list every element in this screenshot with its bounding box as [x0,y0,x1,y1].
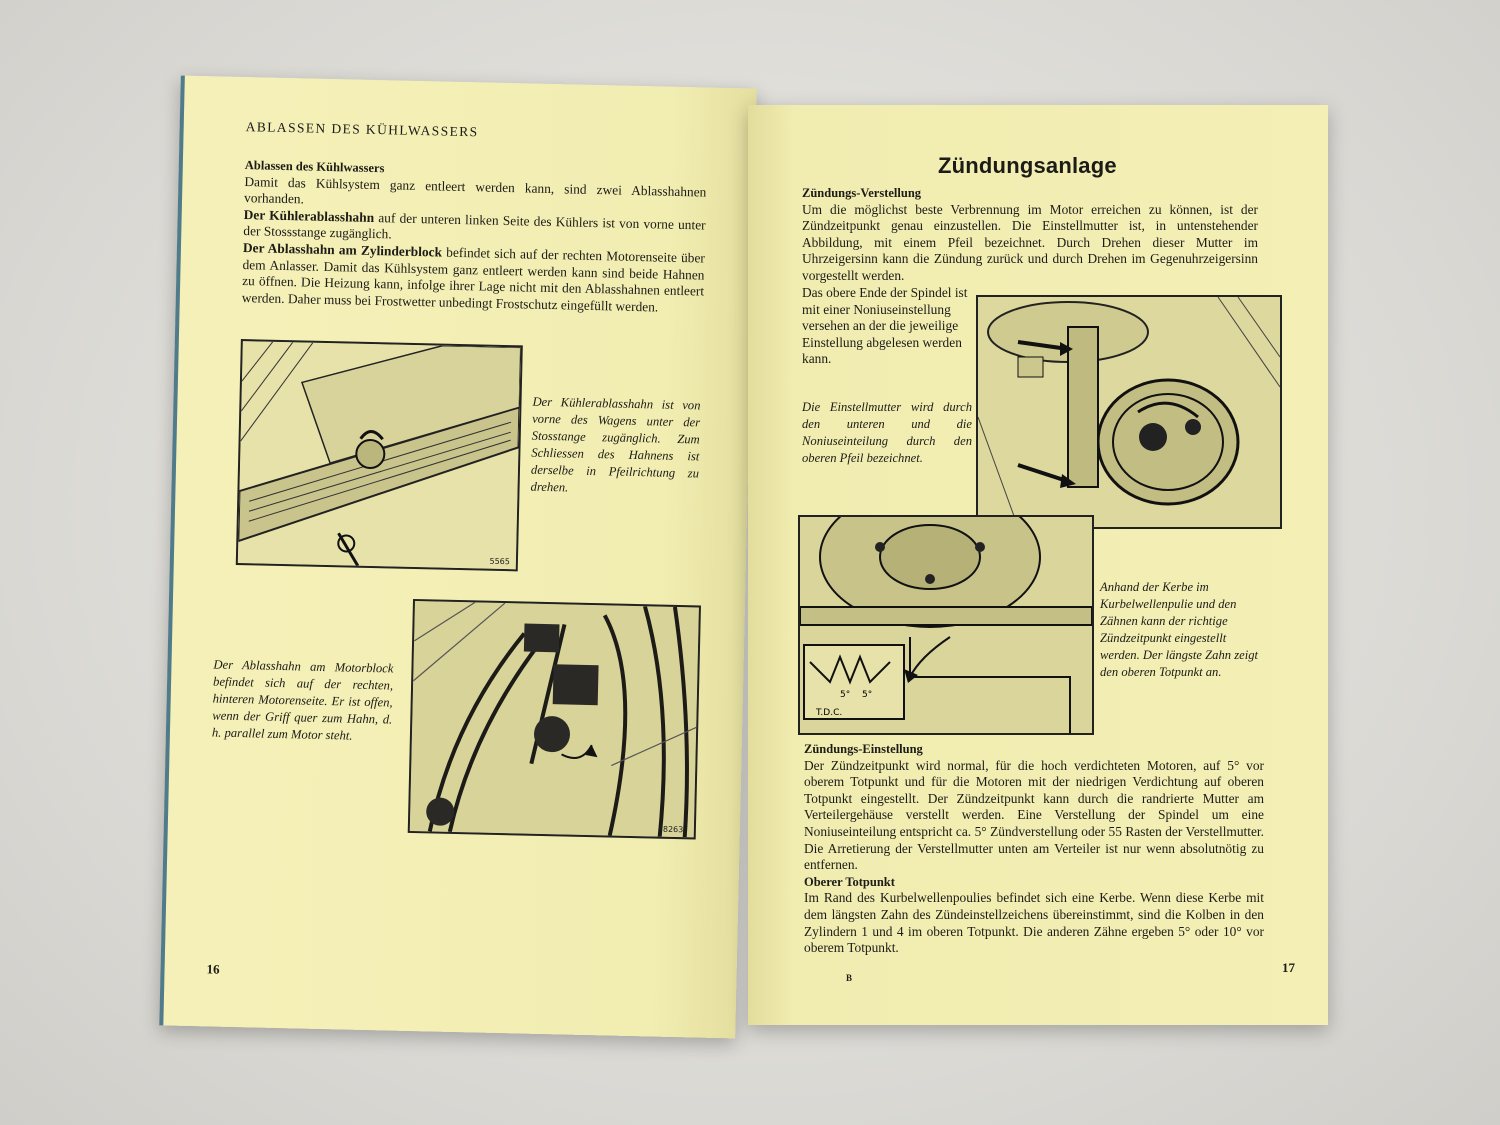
caption-pulley: Anhand der Kerbe im Kurbelwellenpulie und den Zähnen kann der richtige Zündzeitpunkt eingestellt werden. Der längste Zahn zeigt den oberen Totpunkt an. [1100,580,1258,679]
section-heading: Ablassen des Kühlwassers [244,158,385,176]
page-title: Zündungsanlage [938,153,1117,178]
tdc-label: T.D.C. [816,708,843,718]
block-drain-drawing [410,601,699,837]
right-page [748,105,1328,1025]
heading-ignition-adjustment: Zündungs-Verstellung [802,186,922,200]
signature-mark: B [846,973,853,983]
right-body-top [802,185,1258,285]
paragraph-top-dead-centre: Im Rand des Kurbelwellenpoulies befindet sich eine Kerbe. Wenn diese Kerbe mit dem längsten Zahn des Zündeinstellzeichens übereinstimmt, sind die Kolben in den Zylindern 1 und 4 im oberen Totpunkt. Die anderen Zähne ergeben 5° oder 10° vor oberem Totpunkt. [804,890,1264,956]
heading-ignition-setting: Zündungs-Einstellung [804,742,923,756]
heading-top-dead-centre: Oberer Totpunkt [804,874,895,889]
paragraph-ignition-setting: Der Zündzeitpunkt wird normal, für die hoch verdichteten Motoren, auf 5° vor oberem Totpunkt und für die Motoren mit der niedrigen Verdichtung auf oberen Totpunkt eingestellt. Der Zündzeitpunkt kann durch die randrierte Mutter am Verteilergehäuse verstellt werden. Eine Verstellung der Spindel um eine Noniuseinteilung entspricht ca. 5° Zündverstellung oder 55 Rasten der Verstellmutter. Die Arretierung der Verstellmutter unten am Verteiler ist nur wenn absolutnötig zu entfernen. [804,757,1264,873]
distributor-drawing [978,297,1280,527]
pulley-drawing [800,517,1092,733]
page-number-left: 16 [206,961,220,977]
left-body-text [242,157,707,317]
radiator-drain-illustration [236,339,523,571]
caption-distributor: Die Einstellmutter wird durch den unteren und die Noniuseinteilung durch den oberen Pfeil bezeichnet. [802,400,972,465]
paragraph-spindle: Das obere Ende der Spindel ist mit einer Noniuseinstellung versehen an der die jeweilige Einstellung abgelesen werden kann. [802,285,968,367]
radiator-tap-lead: Der Kühlerablasshahn [243,206,375,225]
figure-number: 5565 [489,556,511,567]
figure-number: 8263F [662,824,688,835]
paragraph-ignition-adjustment: Um die möglichst beste Verbrennung im Motor erreichen zu können, ist der Zündzeitpunkt genau einzustellen. Die Einstellmutter ist, in untenstehender Abbildung, mit einem Pfeil bezeichnet. Durch Drehen dieser Mutter im Uhrzeigersinn kann die Zündung zurück und durch Drehen im Gegenuhrzeigersinn vorgestellt werden. [802,201,1258,283]
five-degree-label: 5° [862,690,873,700]
block-tap-rest: befindet sich auf der rechten Motorenseite über dem Anlasser. Damit das Kühlsystem ganz entleert werden kann sind beide Hahnen zu öffnen. Die Heizung kann, infolge ihrer Lage nicht mit den Ablasshahnen entleert werden. Daher muss bei Frostwetter unbedingt Frostschutz eingefüllt werden. [241,244,706,315]
right-body-bottom [804,741,1264,957]
running-head: ABLASSEN DES KÜHLWASSERS [245,119,479,140]
distributor-illustration [976,295,1282,529]
paragraph-intro: Damit das Kühlsystem ganz entleert werden kann, sind zwei Ablasshahnen vorhanden. [243,173,707,207]
radiator-tap-rest: auf der unteren linken Seite des Kühlers ist von vorne unter der Stossstange zugänglich. [243,209,706,242]
caption-block-drain: Der Ablasshahn am Motorblock befindet sich auf der rechten, hinteren Motorenseite. Er ist offen, wenn der Griff quer zum Hahn, d. h. parallel zum Motor steht. [211,657,394,743]
five-degree-label: 5° [840,690,851,700]
block-drain-illustration [408,599,701,839]
left-page [159,76,756,1039]
radiator-drain-drawing [238,341,521,569]
pulley-illustration [798,515,1094,735]
caption-radiator-drain: Der Kühlerablasshahn ist von vorne des Wagens unter der Stosstange zugänglich. Zum Schliessen des Hahnens ist derselbe in Pfeilrichtung zu drehen. [530,394,701,495]
paragraph-block-tap [242,240,705,317]
block-tap-lead: Der Ablasshahn am Zylinderblock [242,240,443,260]
page-number-right: 17 [1282,960,1295,975]
